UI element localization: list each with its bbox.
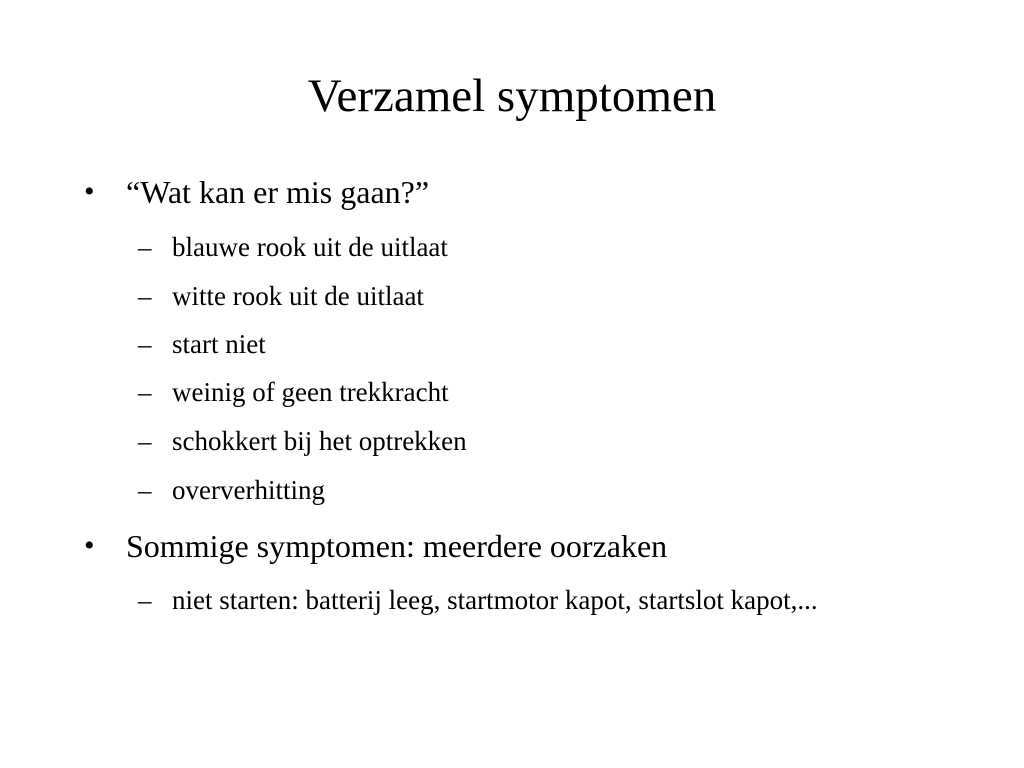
bullet-text: “Wat kan er mis gaan?”	[126, 174, 430, 210]
sub-bullet-text: oververhitting	[172, 475, 325, 505]
bullet-icon: •	[84, 175, 95, 208]
bullet-item	[84, 172, 429, 212]
dash-icon: –	[138, 475, 152, 505]
sub-bullet-text: schokkert bij het optrekken	[172, 426, 467, 456]
sub-bullet-item	[138, 372, 898, 413]
dash-icon: –	[138, 232, 152, 262]
dash-icon: –	[138, 377, 152, 407]
slide-title: Verzamel symptomen	[307, 70, 717, 122]
sub-bullet-text: weinig of geen trekkracht	[172, 377, 449, 407]
sub-bullet-item	[138, 580, 878, 621]
sub-bullet-text: niet starten: batterij leeg, startmotor kapot, startslot kapot,...	[172, 585, 818, 615]
dash-icon: –	[138, 281, 152, 311]
dash-icon: –	[138, 585, 152, 615]
bullet-icon: •	[84, 529, 95, 562]
sub-bullet-text: start niet	[172, 329, 266, 359]
sub-bullet-text: blauwe rook uit de uitlaat	[172, 232, 448, 262]
bullet-item	[84, 526, 667, 566]
sub-bullet-item	[138, 421, 898, 462]
sub-bullet-text: witte rook uit de uitlaat	[172, 281, 424, 311]
dash-icon: –	[138, 426, 152, 456]
sub-bullet-item	[138, 324, 898, 365]
sub-bullet-item	[138, 276, 898, 317]
sub-bullet-item	[138, 227, 898, 268]
sub-bullet-item	[138, 470, 898, 511]
dash-icon: –	[138, 329, 152, 359]
bullet-text: Sommige symptomen: meerdere oorzaken	[126, 528, 668, 564]
